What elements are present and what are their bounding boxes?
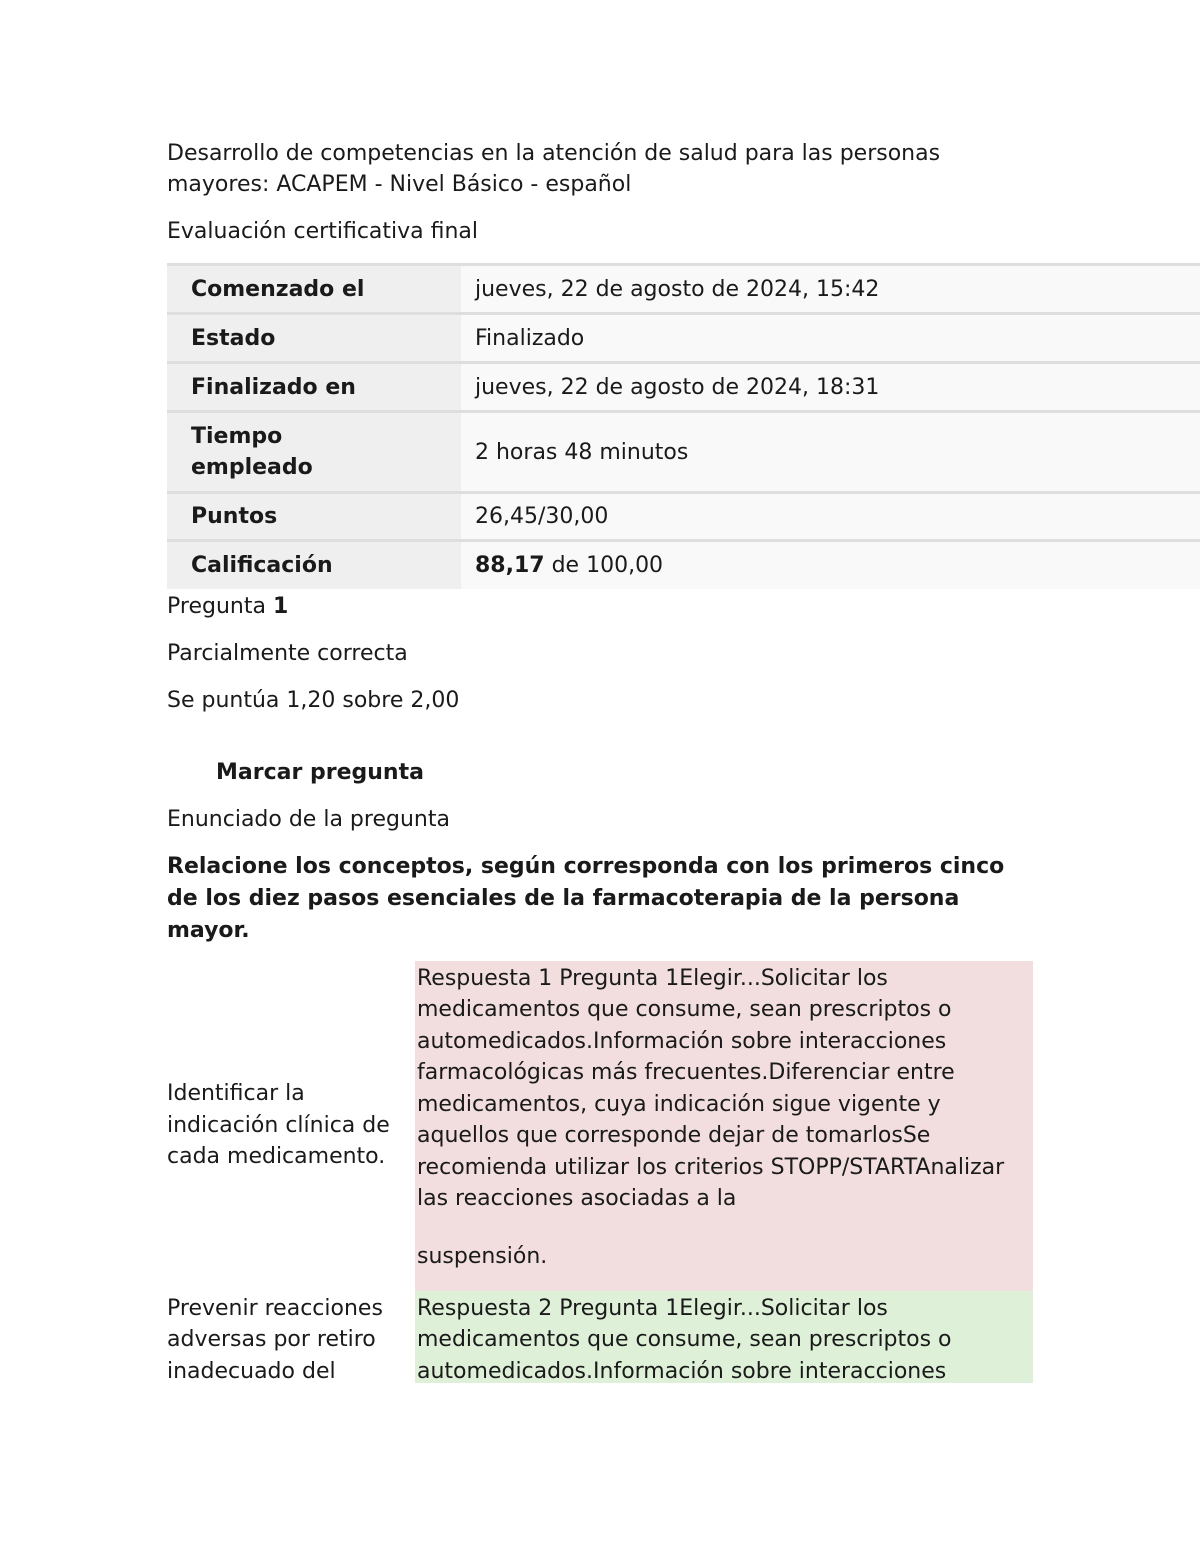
- summary-label: Comenzado el: [167, 265, 461, 314]
- question-state: Parcialmente correcta: [167, 640, 408, 666]
- match-answer-select[interactable]: Respuesta 1 Pregunta 1Elegir...Solicitar los medicamentos que consume, sean prescriptos o automedicados.Información sobre interacciones farmacológicas más frecuentes.Diferenciar entre medicamentos, cuya indicación sigue vigente y aquellos que corresponde dejar de tomarlosSe recomienda utilizar los criterios STOPP/STARTAnalizar las reacciones asociadas a la suspensión.: [415, 961, 1033, 1291]
- summary-value: jueves, 22 de agosto de 2024, 18:31: [461, 363, 1200, 412]
- summary-value: jueves, 22 de agosto de 2024, 15:42: [461, 265, 1200, 314]
- summary-value: [461, 541, 1200, 589]
- grade-value: 88,17: [475, 552, 545, 578]
- summary-value: 26,45/30,00: [461, 493, 1200, 541]
- match-row: [167, 961, 1033, 1291]
- match-answers: [167, 961, 1033, 1388]
- summary-row-state: [167, 314, 1200, 363]
- grade-max: de 100,00: [544, 552, 664, 578]
- summary-label: Calificación: [167, 541, 461, 589]
- summary-value: Finalizado: [461, 314, 1200, 363]
- question-number-value: 1: [272, 593, 289, 619]
- summary-row-time-taken: [167, 412, 1200, 493]
- summary-row-grade: [167, 541, 1200, 589]
- summary-label: Tiempo empleado: [167, 412, 461, 493]
- summary-row-finished: [167, 363, 1200, 412]
- flag-question-button[interactable]: Marcar pregunta: [216, 759, 424, 785]
- match-concept: Identificar la indicación clínica de cada medicamento.: [167, 1081, 390, 1170]
- match-concept: Prevenir reacciones adversas por retiro inadecuado del: [167, 1295, 383, 1384]
- course-title: Desarrollo de competencias en la atención de salud para las personas mayores: ACAPEM - Nivel Básico - español: [167, 141, 941, 197]
- summary-value: 2 horas 48 minutos: [461, 412, 1200, 493]
- quiz-title: Evaluación certificativa final: [167, 219, 479, 244]
- question-text: Relacione los conceptos, según corresponda con los primeros cinco de los diez pasos esenciales de la farmacoterapia de la persona mayor.: [167, 853, 1005, 943]
- question-prompt-label: Enunciado de la pregunta: [167, 806, 450, 832]
- match-answer-select[interactable]: Respuesta 2 Pregunta 1Elegir...Solicitar los medicamentos que consume, sean prescriptos o automedicados.Información sobre interacciones: [415, 1291, 1033, 1383]
- summary-row-points: [167, 493, 1200, 541]
- match-row: [167, 1291, 1033, 1388]
- attempt-summary-table: [167, 263, 1200, 589]
- summary-label: Estado: [167, 314, 461, 363]
- question-grade: Se puntúa 1,20 sobre 2,00: [167, 687, 460, 713]
- document-page: [167, 138, 1200, 1387]
- summary-row-started: [167, 265, 1200, 314]
- summary-label: Finalizado en: [167, 363, 461, 412]
- summary-label: Puntos: [167, 493, 461, 541]
- question-number: Pregunta 1: [167, 593, 289, 619]
